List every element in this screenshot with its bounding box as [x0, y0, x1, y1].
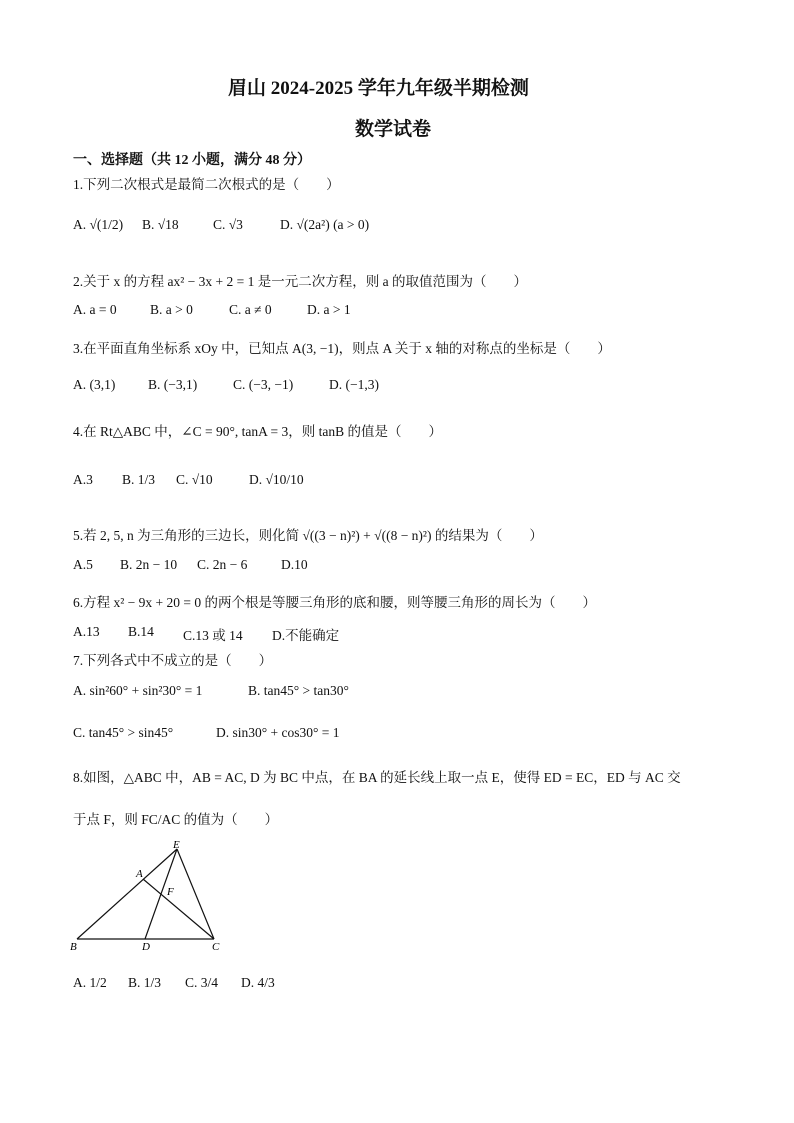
question-7-option-a: A. sin²60° + sin²30° = 1	[73, 683, 203, 698]
label-f: F	[167, 886, 174, 898]
question-5-option-b: B. 2n − 10	[120, 557, 178, 572]
label-e: E	[173, 839, 180, 851]
question-5-option-d: D.10	[281, 557, 308, 572]
question-8-stem-line2: 于点 F，则 FC/AC 的值为（ ）	[73, 812, 279, 827]
question-1-option-a: A. √(1/2)	[73, 217, 124, 232]
question-6-stem: 6.方程 x² − 9x + 20 = 0 的两个根是等腰三角形的底和腰，则等腰三角形的周长为（ ）	[73, 595, 597, 610]
question-6-option-c: C.13 或 14	[183, 628, 243, 643]
question-6-option-a: A.13	[73, 624, 100, 639]
question-5-option-c: C. 2n − 6	[197, 557, 248, 572]
question-7-option-b: B. tan45° > tan30°	[248, 683, 349, 698]
segment-be	[77, 849, 177, 939]
question-1-option-b: B. √18	[142, 217, 179, 232]
question-7-option-c: C. tan45° > sin45°	[73, 725, 174, 740]
question-3-stem: 3.在平面直角坐标系 xOy 中，已知点 A(3, −1)，则点 A 关于 x 轴的对称点的坐标是（ ）	[73, 341, 611, 356]
question-4-option-d: D. √10/10	[249, 472, 304, 487]
question-6-option-d: D.不能确定	[272, 628, 340, 643]
page-subtitle: 数学试卷	[355, 119, 432, 140]
question-1-option-d: D. √(2a²) (a > 0)	[280, 217, 370, 232]
question-8-option-b: B. 1/3	[128, 975, 162, 990]
question-8-option-c: C. 3/4	[185, 975, 219, 990]
question-6-option-b: B.14	[128, 624, 154, 639]
question-3-option-a: A. (3,1)	[73, 377, 116, 392]
label-b: B	[70, 941, 77, 953]
question-5-stem: 5.若 2, 5, n 为三角形的三边长，则化简 √((3 − n)²) + √((8 − n)²) 的结果为（ ）	[73, 528, 543, 543]
section-heading: 一、选择题（共 12 小题，满分 48 分）	[73, 153, 311, 168]
segment-ac	[143, 879, 214, 939]
question-3-option-d: D. (−1,3)	[329, 377, 379, 392]
question-4-option-b: B. 1/3	[122, 472, 156, 487]
question-4-option-a: A.3	[73, 472, 93, 487]
question-7-stem: 7.下列各式中不成立的是（ ）	[73, 653, 273, 668]
question-2-stem: 2.关于 x 的方程 ax² − 3x + 2 = 1 是一元二次方程，则 a 的取值范围为（ ）	[73, 274, 527, 289]
question-2-option-d: D. a > 1	[307, 302, 351, 317]
question-1-option-c: C. √3	[213, 217, 243, 232]
question-7-option-d: D. sin30° + cos30° = 1	[216, 725, 340, 740]
triangle-figure	[66, 838, 236, 958]
label-d: D	[142, 941, 150, 953]
label-a: A	[136, 868, 143, 880]
question-2-option-a: A. a = 0	[73, 302, 117, 317]
question-2-option-c: C. a ≠ 0	[229, 302, 272, 317]
question-5-option-a: A.5	[73, 557, 93, 572]
question-2-option-b: B. a > 0	[150, 302, 193, 317]
question-8-stem-line1: 8.如图，△ABC 中，AB = AC, D 为 BC 中点，在 BA 的延长线上取一点 E，使得 ED = EC，ED 与 AC 交	[73, 770, 681, 785]
segment-ec	[177, 849, 214, 939]
question-1-stem: 1.下列二次根式是最简二次根式的是（ ）	[73, 177, 340, 192]
label-c: C	[212, 941, 220, 953]
question-8-option-d: D. 4/3	[241, 975, 275, 990]
question-4-stem: 4.在 Rt△ABC 中，∠C = 90°, tanA = 3，则 tanB 的值是（ ）	[73, 424, 442, 439]
page-title: 眉山 2024-2025 学年九年级半期检测	[228, 78, 529, 99]
question-4-option-c: C. √10	[176, 472, 213, 487]
question-3-option-b: B. (−3,1)	[148, 377, 198, 392]
question-8-option-a: A. 1/2	[73, 975, 107, 990]
question-3-option-c: C. (−3, −1)	[233, 377, 294, 392]
